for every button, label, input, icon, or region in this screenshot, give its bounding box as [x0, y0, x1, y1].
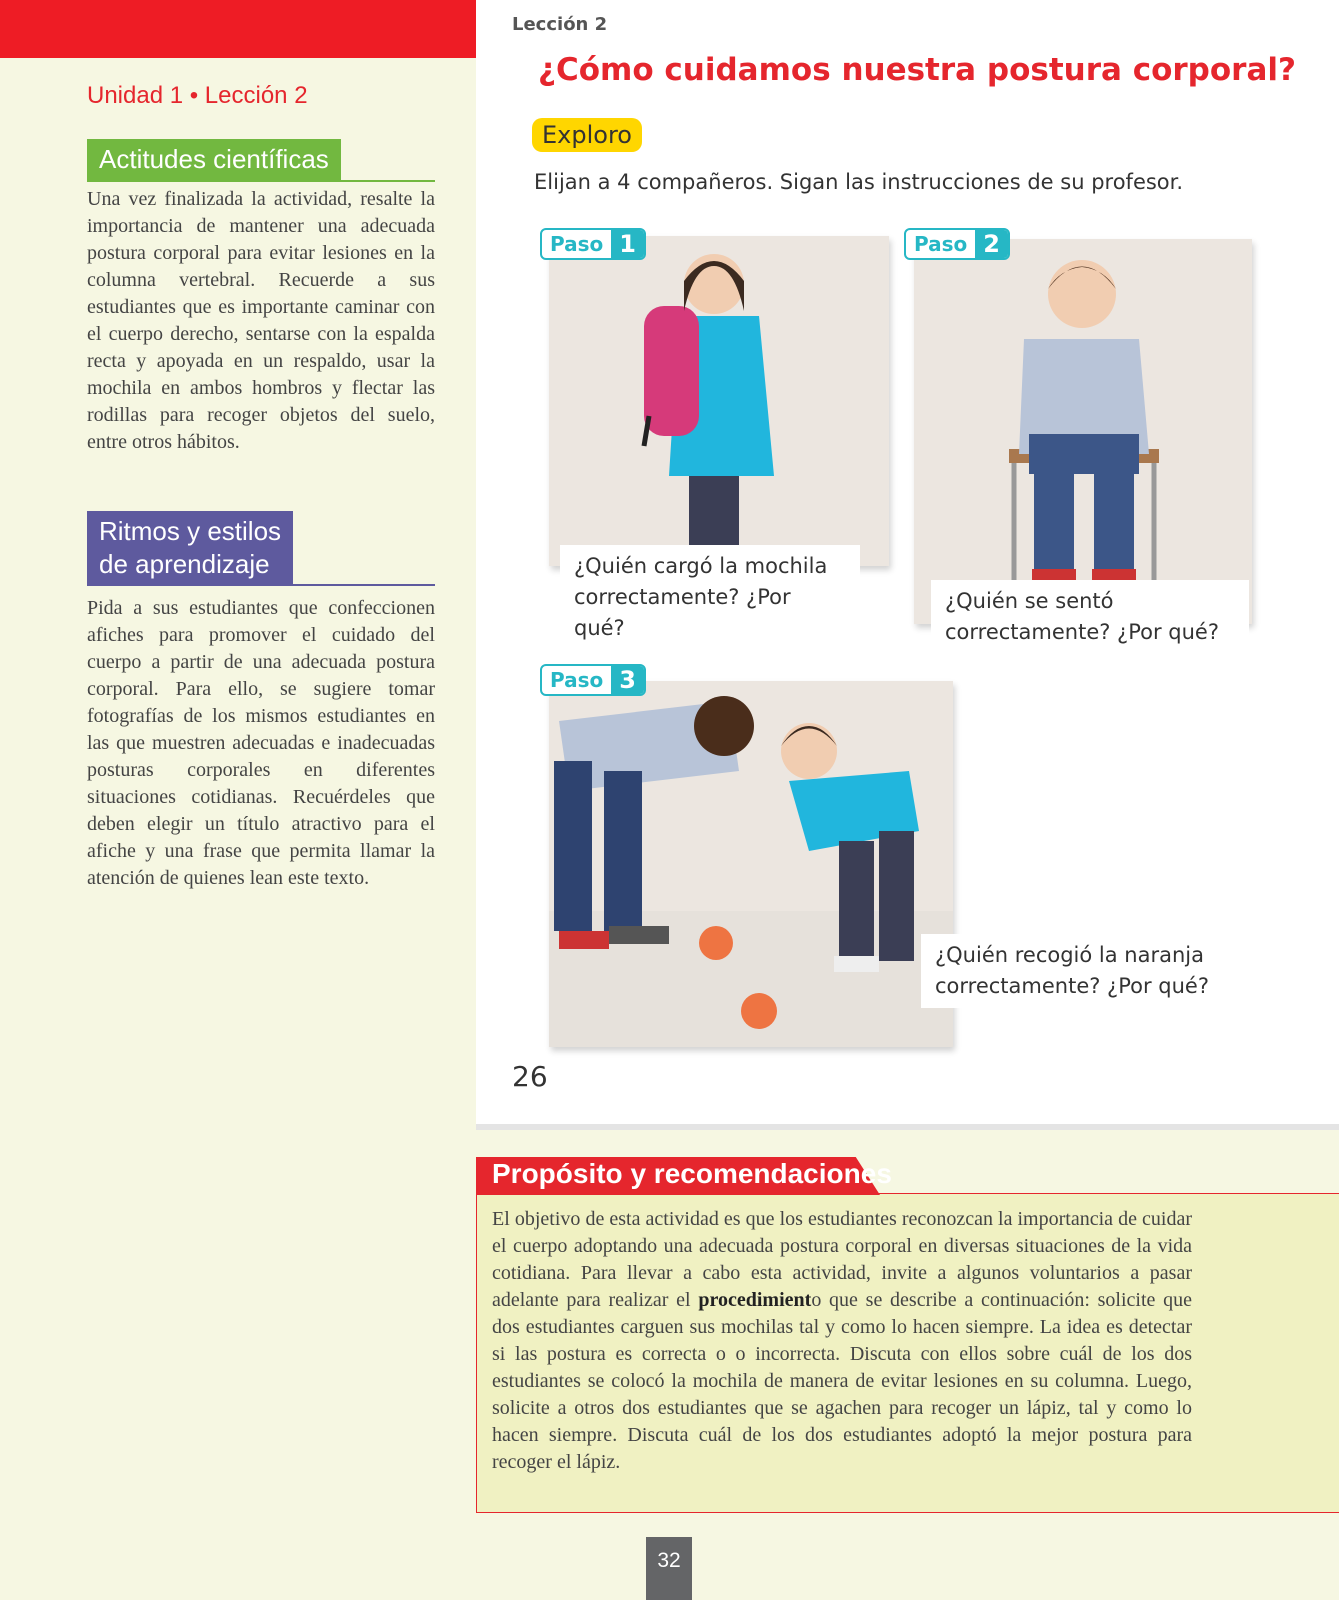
learning-styles-title: [87, 511, 293, 584]
footer-page-number: 32: [646, 1537, 692, 1600]
instructions-text: Elijan a 4 compañeros. Sigan las instrucciones de su profesor.: [534, 170, 1184, 194]
heading-rule: [87, 584, 435, 586]
question-line2: correctamente? ¿Por qué?: [574, 585, 791, 640]
step-2-badge: [904, 228, 1010, 260]
explore-label: Exploro: [532, 118, 642, 152]
step-2-question: [931, 580, 1249, 654]
step-number: 3: [611, 666, 644, 694]
rec-text-bold: procedimient: [698, 1289, 812, 1311]
learning-styles-heading: [87, 511, 435, 586]
step-number: 2: [975, 230, 1008, 258]
lesson-tag: Lección 2: [512, 14, 608, 35]
step-1-badge: [540, 228, 646, 260]
learning-styles-text: Pida a sus estudiantes que confeccionen afiches para promover el cuidado del cuerpo a partir de una adecuada postura corporal. Para ello, se sugiere tomar fotografías de los mismos estudiantes en las que muestren adecuadas e inadecuadas posturas corporales en diferentes situaciones cotidianas. Recuérdeles que deben elegir un título atractivo para el afiche y una frase que permita llamar la atención de quienes lean este texto.: [87, 597, 435, 889]
girl-backpack-illustration: [549, 236, 889, 566]
scientific-attitudes-text: Una vez finalizada la actividad, resalte la importancia de mantener una adecuada postura corporal para evitar lesiones en la columna vertebral. Recuerde a sus estudiantes que es importante caminar con el cuerpo derecho, sentarse con la espalda recta y apoyada en un respaldo, usar la mochila en ambos hombros y flectar las rodillas para recoger objetos del suelo, entre otros hábitos.: [87, 188, 435, 453]
step-3-badge: [540, 664, 646, 696]
recommendations-text: [492, 1206, 1192, 1476]
student-book-page: [476, 0, 1339, 1130]
step-word: Paso: [550, 232, 604, 256]
question-line1: ¿Quién cargó la mochila: [574, 554, 828, 578]
question-line1: ¿Quién recogió la naranja: [935, 943, 1204, 967]
photo-kids-picking-oranges: [549, 681, 953, 1047]
book-page-number: 26: [512, 1060, 548, 1093]
top-red-band: [0, 0, 500, 58]
scientific-attitudes-heading: [87, 139, 435, 182]
kids-oranges-illustration: [549, 681, 953, 1047]
question-line2: correctamente? ¿Por qué?: [945, 620, 1219, 644]
scientific-attitudes-title: Actitudes científicas: [87, 139, 341, 180]
photo-boy-sitting: [914, 239, 1252, 624]
unit-lesson-label: Unidad 1 • Lección 2: [87, 82, 308, 109]
step-3-question: [921, 934, 1231, 1008]
question-line1: ¿Quién se sentó: [945, 589, 1114, 613]
rec-text-part1: El objetivo de esta actividad es que los estudiantes reconozcan la importancia de cuidar el cuerpo adoptando una adecuada postura corporal en diversas situaciones de la vida cotidiana. Para llevar a cabo esta actividad, invite a algunos voluntarios a pasar adelante para realizar el: [492, 1208, 1192, 1311]
page-title: ¿Cómo cuidamos nuestra postura corporal?: [538, 52, 1296, 88]
step-word: Paso: [914, 232, 968, 256]
step-word: Paso: [550, 668, 604, 692]
step-1-question: [560, 545, 860, 650]
step-number: 1: [611, 230, 644, 258]
learning-styles-title-line2: de aprendizaje: [99, 548, 270, 579]
photo-girl-backpack: [549, 236, 889, 566]
boy-sitting-illustration: [914, 239, 1252, 624]
recommendations-title: Propósito y recomendaciones: [492, 1158, 892, 1189]
heading-rule: [87, 180, 435, 182]
question-line2: correctamente? ¿Por qué?: [935, 974, 1209, 998]
rec-text-part2: o que se describe a continuación: solicite que dos estudiantes carguen sus mochilas tal y como lo hacen siempre. La idea es detectar si las postura es correcta o o incorrecta. Discuta con ellos sobre cuál de los dos estudiantes se colocó la mochila de manera de evitar lesiones en su columna. Luego, solicite a otros dos estudiantes que se agachen para recoger un lápiz, tal y como lo hacen siempre. Discuta cuál de los dos estudiantes adoptó la mejor postura para recoger el lápiz.: [492, 1289, 1192, 1473]
learning-styles-title-line1: Ritmos y estilos: [99, 516, 282, 546]
